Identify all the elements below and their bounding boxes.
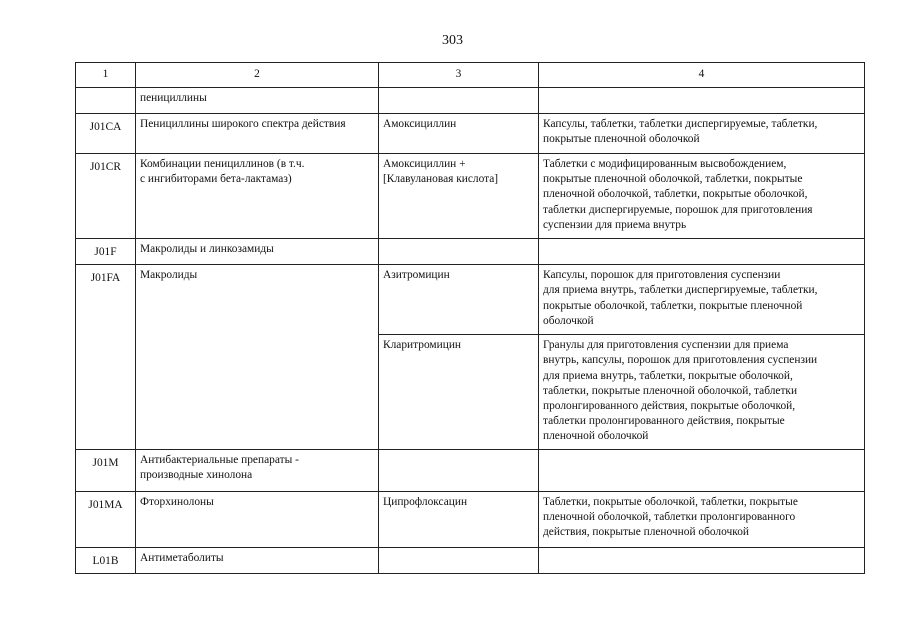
drug-table bbox=[75, 62, 865, 574]
forms-cell: Таблетки с модифицированным высвобождением, покрытые пленочной оболочкой, таблетки, покрытые пленочной оболочкой, таблетки, покрытые оболочкой, таблетки диспергируемые, порошок для приготовления суспензии для приема внутрь bbox=[539, 154, 865, 239]
table-row bbox=[76, 88, 865, 114]
atc-code-cell: J01MA bbox=[76, 491, 136, 547]
group-cell: пенициллины bbox=[136, 88, 379, 114]
drug-cell: Кларитромицин bbox=[379, 335, 539, 449]
column-header-1: 1 bbox=[76, 63, 136, 88]
group-cell: Пенициллины широкого спектра действия bbox=[136, 114, 379, 154]
group-cell: Фторхинолоны bbox=[136, 491, 379, 547]
forms-cell: Таблетки, покрытые оболочкой, таблетки, покрытые пленочной оболочкой, таблетки пролонгированного действия, покрытые пленочной оболочкой bbox=[539, 491, 865, 547]
group-cell: Макролиды bbox=[136, 265, 379, 449]
atc-code-cell: J01F bbox=[76, 239, 136, 265]
forms-cell bbox=[539, 88, 865, 114]
drug-cell: Ципрофлоксацин bbox=[379, 491, 539, 547]
column-header-2: 2 bbox=[136, 63, 379, 88]
table-row bbox=[76, 114, 865, 154]
drug-cell: Азитромицин bbox=[379, 265, 539, 335]
drug-cell bbox=[379, 449, 539, 491]
drug-cell bbox=[379, 547, 539, 573]
forms-cell bbox=[539, 239, 865, 265]
group-cell: Антиметаболиты bbox=[136, 547, 379, 573]
atc-code-cell: J01M bbox=[76, 449, 136, 491]
forms-cell bbox=[539, 547, 865, 573]
drug-cell: Амоксициллин + [Клавулановая кислота] bbox=[379, 154, 539, 239]
table-row bbox=[76, 449, 865, 491]
drug-cell bbox=[379, 239, 539, 265]
table-row bbox=[76, 239, 865, 265]
group-cell: Антибактериальные препараты - производные хинолона bbox=[136, 449, 379, 491]
atc-code-cell: J01CR bbox=[76, 154, 136, 239]
drug-cell bbox=[379, 88, 539, 114]
table-header-row bbox=[76, 63, 865, 88]
page-number: 303 bbox=[442, 33, 463, 48]
forms-cell: Гранулы для приготовления суспензии для приема внутрь, капсулы, порошок для приготовления суспензии для приема внутрь, таблетки, покрытые оболочкой, таблетки, покрытые пленочной оболочкой, таблетки пролонгированного действия, покрытые оболочкой, таблетки пролонгированного действия, покрытые пленочной оболочкой bbox=[539, 335, 865, 449]
forms-cell: Капсулы, порошок для приготовления суспензии для приема внутрь, таблетки диспергируемые, таблетки, покрытые оболочкой, таблетки, покрытые пленочной оболочкой bbox=[539, 265, 865, 335]
atc-code-cell: J01FA bbox=[76, 265, 136, 449]
forms-cell bbox=[539, 449, 865, 491]
column-header-3: 3 bbox=[379, 63, 539, 88]
column-header-4: 4 bbox=[539, 63, 865, 88]
forms-cell: Капсулы, таблетки, таблетки диспергируемые, таблетки, покрытые пленочной оболочкой bbox=[539, 114, 865, 154]
group-cell: Комбинации пенициллинов (в т.ч. с ингибиторами бета-лактамаз) bbox=[136, 154, 379, 239]
atc-code-cell: L01B bbox=[76, 547, 136, 573]
table-row bbox=[76, 265, 865, 335]
table-row bbox=[76, 547, 865, 573]
table-row bbox=[76, 491, 865, 547]
group-cell: Макролиды и линкозамиды bbox=[136, 239, 379, 265]
atc-code-cell: J01CA bbox=[76, 114, 136, 154]
drug-cell: Амоксициллин bbox=[379, 114, 539, 154]
table-row bbox=[76, 154, 865, 239]
atc-code-cell bbox=[76, 88, 136, 114]
